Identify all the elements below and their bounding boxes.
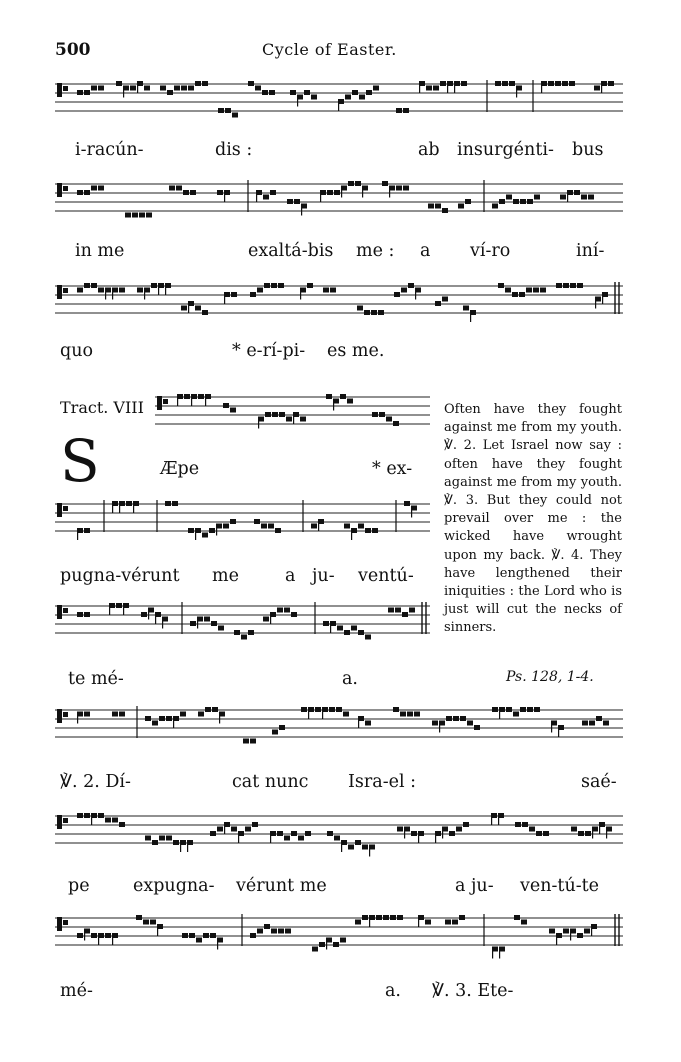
staff-notation-svg: [55, 500, 430, 536]
staff-notation-svg: [155, 393, 430, 429]
music-staff-9: [55, 914, 623, 950]
music-staff-8: [55, 812, 623, 848]
lyric-syllable: bus: [572, 140, 604, 160]
music-staff-1: [55, 80, 623, 116]
lyric-syllable: in me: [75, 241, 125, 261]
lyric-syllable: iní-: [576, 241, 605, 261]
lyric-syllable: a.: [342, 669, 358, 689]
staff-notation-svg: [55, 180, 623, 216]
lyric-syllable: me :: [356, 241, 395, 261]
lyric-syllable: ví-ro: [470, 241, 511, 261]
lyric-syllable: a ju-: [455, 876, 494, 896]
lyric-syllable: Æpe: [160, 459, 200, 479]
music-staff-4: [155, 393, 430, 429]
running-title: Cycle of Easter.: [262, 40, 397, 59]
lyric-syllable: saé-: [581, 772, 617, 792]
lyric-syllable: a.: [385, 981, 401, 1001]
lyric-syllable: a: [285, 566, 296, 586]
lyric-syllable: ven-tú-te: [520, 876, 600, 896]
staff-notation-svg: [55, 282, 623, 318]
staff-notation-svg: [55, 812, 623, 848]
staff-notation-svg: [55, 602, 430, 638]
lyric-syllable: pugna-vérunt: [60, 566, 180, 586]
lyric-syllable: me: [212, 566, 239, 586]
lyric-syllable: ventú-: [358, 566, 414, 586]
music-staff-2: [55, 180, 623, 216]
lyric-syllable: * e-rí-pi-: [232, 341, 306, 361]
lyric-syllable: ℣. 2. Dí-: [60, 772, 131, 792]
lyric-syllable: * ex-: [372, 459, 413, 479]
lyric-syllable: ju-: [312, 566, 335, 586]
lyric-syllable: vérunt me: [236, 876, 327, 896]
lyric-syllable: te mé-: [68, 669, 124, 689]
english-translation: [444, 401, 622, 638]
staff-notation-svg: [55, 80, 623, 116]
staff-notation-svg: [55, 706, 623, 742]
lyric-syllable: exaltá-bis: [248, 241, 334, 261]
lyric-syllable: es me.: [327, 341, 385, 361]
lyric-syllable: pe: [68, 876, 90, 896]
lyric-syllable: expugna-: [133, 876, 215, 896]
lyric-syllable: cat nunc: [232, 772, 309, 792]
lyric-syllable: ab: [418, 140, 440, 160]
music-staff-7: [55, 706, 623, 742]
lyric-syllable: i-racún-: [75, 140, 144, 160]
lyric-syllable: a: [420, 241, 431, 261]
staff-notation-svg: [55, 914, 623, 950]
initial-letter: S: [60, 427, 100, 495]
lyric-syllable: quo: [60, 341, 94, 361]
page-number: 500: [55, 40, 91, 60]
lyric-syllable: Isra-el :: [348, 772, 417, 792]
tract-label: Tract. VIII: [60, 398, 144, 417]
psalm-reference: Ps. 128, 1-4.: [506, 669, 594, 685]
music-staff-3: [55, 282, 623, 318]
lyric-syllable: mé-: [60, 981, 93, 1001]
lyric-syllable: dis :: [215, 140, 253, 160]
translation-text: Often have they fought against me from my youth. ℣. 2. Let Israel now say : often have they fought against me from my youth. ℣. 3. But they could not prevail over me : the wicked have wrought upon my back. ℣. 4. They have lengthened their iniquities : the Lord who is just will cut the necks of sinners.: [444, 402, 622, 636]
music-staff-6: [55, 602, 430, 638]
lyric-syllable: ℣. 3. Ete-: [432, 981, 514, 1001]
lyric-syllable: insurgénti-: [457, 140, 554, 160]
music-staff-5: [55, 500, 430, 536]
